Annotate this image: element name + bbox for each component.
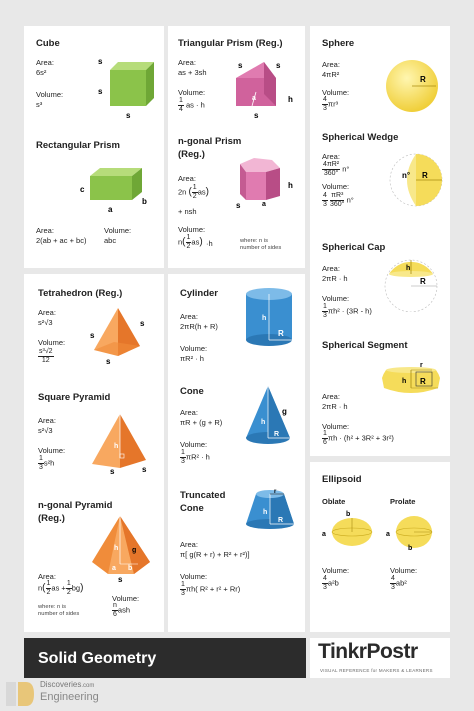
ellipsoid-oblate-volume-den: 3 [323,584,327,591]
cylinder-area-label: Area: [180,312,198,321]
ngon-pyramid-area-pre: n [38,583,43,593]
tri-prism-area: as + 3sh [178,68,207,77]
cube-dim-s3: s [126,111,131,120]
ellipsoid-prolate-volume [390,575,407,592]
ngon-pyramid-dim-s: s [118,575,123,582]
trunc-cone-volume-den: 3 [181,590,185,597]
trunc-cone-title-2: Cone [180,503,204,514]
segment-dim-r: R [420,377,426,386]
watermark-line1-text: Discoveries [40,680,82,689]
cone-area: πR + (g + R) [180,418,223,427]
ngon-pyramid-note-1: where: n is [38,604,67,610]
trunc-cone-dim-r-small: r [274,489,277,495]
ngon-pyramid-dim-g: g [132,547,137,554]
sq-pyramid-title: Square Pyramid [38,392,111,403]
ngon-prism-note-1: where: n is [240,238,269,244]
sphere-volume-den: 3 [323,105,327,112]
wedge-dim-r: R [422,171,428,180]
ellipsoid-prolate-label: Prolate [390,497,416,506]
cone-volume-tail: πR² · h [185,452,210,462]
ngon-prism-area-pre: 2n [178,187,187,197]
wedge-area-label: Area: [322,152,340,161]
sphere-dim-r: R [420,75,426,84]
tri-prism-dim-s3: s [254,111,259,120]
tetra-title: Tetrahedron (Reg.) [38,288,123,299]
segment-dim-r-small: r [420,362,423,369]
tri-prism-area-label: Area: [178,58,196,67]
rect-prism-dim-b: b [142,197,147,206]
sphere-volume-tail: πr³ [327,99,339,109]
sphere-volume-label: Volume: [322,88,350,97]
ngon-prism-area-mid: as [197,187,206,197]
ellipsoid-prolate-volume-label: Volume: [390,566,418,575]
ellipsoid-title: Ellipsoid [322,474,362,485]
tri-prism-dim-a: a [252,95,256,102]
ellipsoid-oblate-volume [322,575,339,592]
rect-prism-figure [76,160,156,216]
cylinder-volume-label: Volume: [180,344,208,353]
tetra-dim-s2: s [140,319,145,328]
ngon-pyramid-note-2: number of sides [38,611,80,617]
cube-area: 6s² [36,68,47,77]
cube-area-label: Area: [36,58,54,67]
ngon-pyramid-figure [88,512,156,582]
cylinder-dim-r: R [278,329,284,338]
tri-prism-dim-s1: s [238,61,243,70]
cylinder-volume: πR² · h [180,354,204,363]
trunc-cone-area: π[ g(R + r) + R² + r²)] [180,550,250,559]
ngon-pyramid-area-num1: 1 [46,580,51,587]
sq-pyramid-volume-den: 3 [39,464,43,471]
sq-pyramid-volume-num: 1 [39,455,43,462]
ellipsoid-oblate-dim-a: a [322,531,326,538]
wedge-figure [388,150,444,210]
watermark-line2: Engineering [40,691,99,703]
trunc-cone-volume-label: Volume: [180,572,208,581]
ellipsoid-oblate-volume-num: 4 [323,575,327,582]
cone-volume-den: 3 [181,458,185,465]
ellipsoid-oblate-figure [318,508,378,554]
tri-prism-volume-num: 1 [179,97,183,104]
ngon-prism-figure [232,154,302,214]
rect-prism-dim-c: c [80,185,85,194]
ngon-prism-volume-num: 1 [186,234,191,241]
tetra-volume [38,348,54,365]
rect-prism-volume: abc [104,236,117,245]
ngon-prism-area-label: Area: [178,174,196,183]
cone-title: Cone [180,386,204,397]
segment-volume-num: 1 [323,430,327,437]
cylinder-figure [242,286,298,350]
ngon-prism-volume-tail: ·h [206,239,213,248]
segment-area: 2πR · h [322,402,348,411]
ngon-prism-volume-label: Volume: [178,225,206,234]
cap-volume-num: 1 [323,303,327,310]
ngon-pyramid-title-2: (Reg.) [38,513,65,524]
tetra-volume-label: Volume: [38,338,66,347]
rect-prism-title: Rectangular Prism [36,140,120,151]
rect-prism-volume-label: Volume: [104,226,132,235]
cone-area-label: Area: [180,408,198,417]
wedge-area-tail: n° [342,164,350,174]
cap-title: Spherical Cap [322,242,386,253]
ngon-pyramid-area-num2: 1 [66,580,71,587]
ngon-pyramid-area-tail: bg [71,583,81,593]
sphere-figure [384,58,440,114]
ngon-prism-title-1: n-gonal Prism [178,136,242,147]
segment-volume [322,430,394,447]
cone-volume-num: 1 [181,449,185,456]
tri-prism-title: Triangular Prism (Reg.) [178,38,283,49]
sphere-volume [322,96,338,113]
ngon-pyramid-volume [112,602,130,619]
sq-pyramid-area: s²√3 [38,426,53,435]
watermark-line1-suffix: .com [81,683,95,689]
segment-volume-tail: πh · (h² + 3R² + 3r²) [327,433,394,443]
ngon-prism-dim-h: h [288,181,293,190]
sphere-area: 4πR² [322,70,340,79]
ngon-prism-volume-den: 2 [186,243,191,250]
cone-dim-g: g [282,407,287,416]
cylinder-area: 2πR(h + R) [180,322,218,331]
sq-pyramid-volume-label: Volume: [38,446,66,455]
trunc-cone-title-1: Truncated [180,490,226,501]
segment-area-label: Area: [322,392,340,401]
ellipsoid-prolate-figure [386,508,446,554]
tetra-dim-s1: s [90,331,95,340]
ngon-pyramid-volume-num: n [113,602,117,609]
sq-pyramid-dim-s1: s [110,467,115,474]
ngon-pyramid-area-den1: 2 [46,589,51,596]
ellipsoid-prolate-dim-a: a [386,531,390,538]
ngon-pyramid-volume-den: 6 [113,611,117,618]
cone-figure [242,384,298,450]
tri-prism-figure [226,56,302,122]
wedge-title: Spherical Wedge [322,132,399,143]
wedge-area-den: 360° [323,170,339,177]
cone-dim-r: R [274,431,280,438]
sq-pyramid-area-label: Area: [38,416,56,425]
cone-volume-label: Volume: [180,440,208,449]
sq-pyramid-volume-tail: s²h [43,458,55,468]
wedge-volume-den1: 3 [323,201,327,208]
trunc-cone-dim-h: h [263,509,268,516]
tetra-area: s²√3 [38,318,53,327]
ngon-pyramid-dim-a: a [112,565,116,572]
cone-dim-h: h [261,419,266,426]
ellipsoid-oblate-label: Oblate [322,497,346,506]
cap-area-label: Area: [322,264,340,273]
sq-pyramid-dim-h: h [114,443,119,450]
tri-prism-volume-tail: as · h [186,100,205,110]
ngon-pyramid-title-1: n-gonal Pyramid [38,500,113,511]
segment-title: Spherical Segment [322,340,408,351]
ellipsoid-prolate-volume-num: 4 [391,575,395,582]
ngon-pyramid-area-den2: 2 [66,589,71,596]
ngon-prism-dim-a: a [262,201,266,208]
cube-volume: s³ [36,100,43,109]
cube-figure [96,52,160,122]
ngon-pyramid-area: n( $\frac{1}{2}$ as + $\frac{1}{2}$ bg) [38,580,84,596]
sphere-title: Sphere [322,38,355,49]
cone-volume [180,449,210,466]
cap-figure [380,256,442,312]
wedge-area [322,161,349,178]
ngon-pyramid-area-mid: as + [51,583,66,593]
ngon-pyramid-volume-label: Volume: [112,594,140,603]
cap-dim-h: h [406,265,411,272]
segment-volume-label: Volume: [322,422,350,431]
tri-prism-volume [178,97,205,114]
cap-dim-r: R [420,277,426,286]
wedge-volume-den2: 360° [330,201,345,208]
rect-prism-dim-a: a [108,205,113,214]
footer-title: Solid Geometry [38,650,157,667]
ngon-prism-volume-pre: n [178,237,183,247]
ngon-prism-dim-s: s [236,201,241,210]
cap-volume-label: Volume: [322,294,350,303]
tri-prism-volume-label: Volume: [178,88,206,97]
ellipsoid-oblate-volume-tail: a²b [327,578,339,588]
tri-prism-dim-h: h [288,95,293,104]
cap-volume-tail: πh² · (3R - h) [327,306,372,316]
tetra-dim-s3: s [106,357,111,366]
cube-volume-label: Volume: [36,90,64,99]
ngon-prism-note-2: number of sides [240,245,282,251]
ngon-prism-volume: n( $\frac{1}{2}$ as) [178,234,203,250]
segment-figure [380,356,442,398]
wedge-volume-num1: 4 [323,192,327,199]
sphere-volume-num: 4 [323,96,327,103]
ellipsoid-prolate-volume-tail: ab² [395,578,407,588]
wedge-dim-n: n° [402,171,411,180]
rect-prism-area-label: Area: [36,226,54,235]
ngon-prism-area-den: 2 [192,193,197,200]
ellipsoid-prolate-volume-den: 3 [391,584,395,591]
ngon-prism-title-2: (Reg.) [178,149,205,160]
trunc-cone-figure [240,488,300,534]
tinkrpostr-logo: TinkrPostr [318,640,418,663]
ngon-prism-area: 2n ( $\frac{1}{2}$ as) [178,184,209,200]
sq-pyramid-figure [86,412,154,474]
trunc-cone-area-label: Area: [180,540,198,549]
ngon-prism-area-num: 1 [192,184,197,191]
sq-pyramid-dim-s2: s [142,465,147,474]
ngon-pyramid-volume-tail: ash [117,605,130,615]
wedge-volume-tail: n° [346,195,354,205]
trunc-cone-volume [180,581,240,598]
segment-volume-den: 6 [323,439,327,446]
ellipsoid-oblate-volume-label: Volume: [322,566,350,575]
trunc-cone-volume-tail: πh( R² + r² + Rr) [185,584,241,594]
wedge-volume-num2: πR³ [331,192,344,199]
cap-area: 2πR · h [322,274,348,283]
wedge-area-num: 4πR² [323,161,340,168]
watermark-logo-icon [4,680,36,708]
ngon-pyramid-area-label: Area: [38,572,56,581]
rect-prism-area: 2(ab + ac + bc) [36,236,87,245]
tetra-volume-den: 12 [41,357,50,364]
sphere-area-label: Area: [322,60,340,69]
sq-pyramid-volume [38,455,54,472]
tetra-area-label: Area: [38,308,56,317]
trunc-cone-volume-num: 1 [181,581,185,588]
trunc-cone-dim-r: R [278,517,284,524]
cube-dim-s1: s [98,57,103,66]
cap-volume [322,303,372,320]
cylinder-dim-h: h [262,315,267,322]
ngon-pyramid-dim-b: b [128,565,133,572]
wedge-volume [322,192,354,209]
cylinder-title: Cylinder [180,288,219,299]
segment-dim-h: h [402,378,407,385]
tetra-figure [84,306,152,366]
ngon-prism-area-tail: + nsh [178,207,197,216]
ellipsoid-prolate-dim-b: b [408,545,413,552]
tetra-volume-num: s³√2 [39,348,53,355]
tri-prism-volume-den: 4 [179,106,183,113]
ngon-pyramid-dim-h: h [114,545,119,552]
cap-volume-den: 3 [323,312,327,319]
ellipsoid-oblate-dim-b: b [346,511,351,518]
cube-title: Cube [36,38,60,49]
wedge-volume-label: Volume: [322,182,350,191]
tagline: VISUAL REFERENCE for MAKERS & LEARNERS [320,668,433,673]
watermark-line1 [40,680,94,689]
cube-dim-s2: s [98,87,103,96]
tri-prism-dim-s2: s [276,61,281,70]
